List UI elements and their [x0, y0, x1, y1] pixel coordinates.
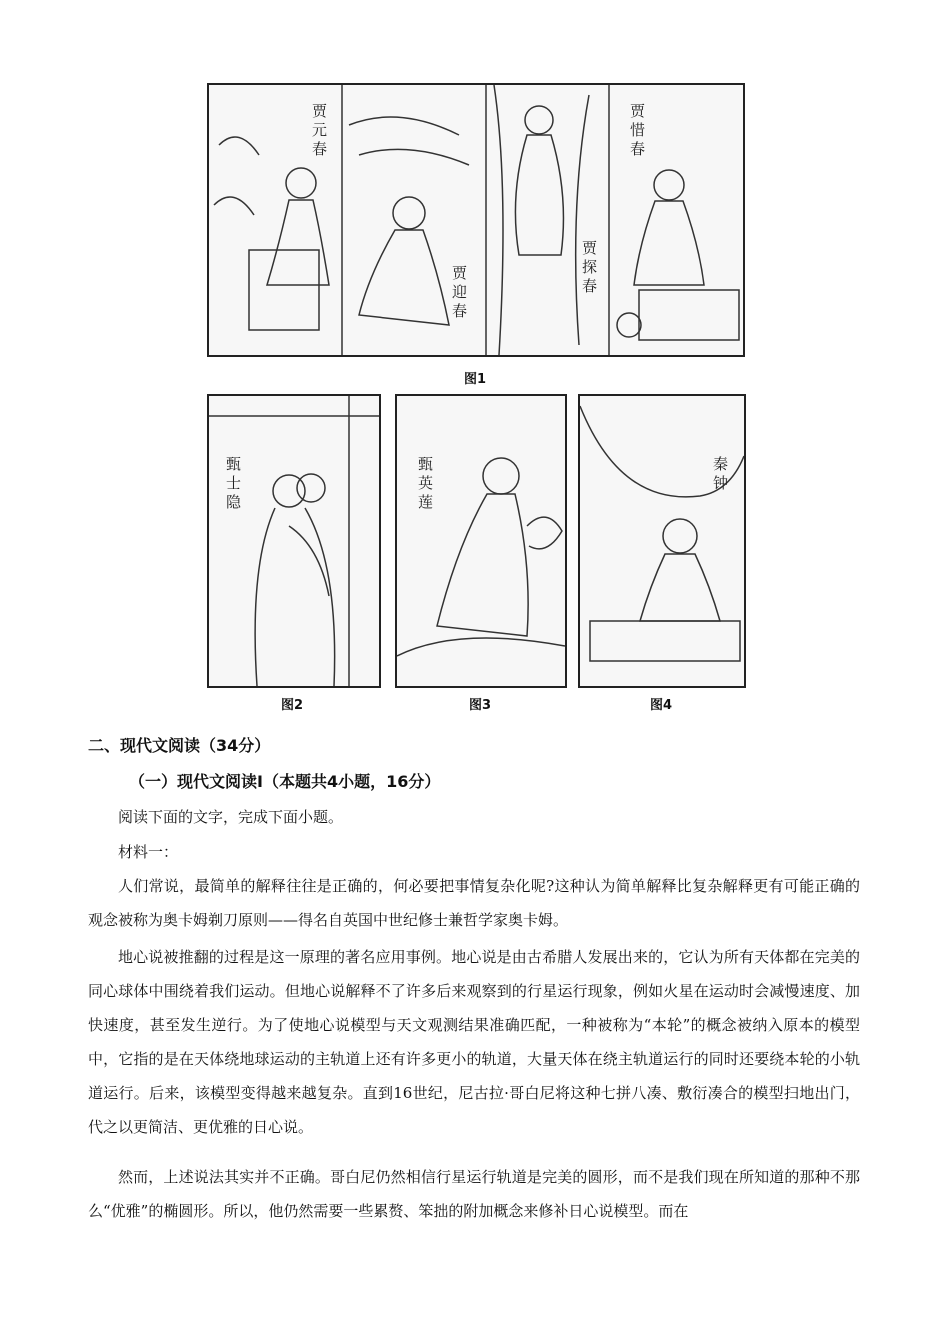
material-label: 材料一： [118, 843, 179, 861]
figure3-caption: 图3 [469, 698, 492, 713]
figure2-illustration [207, 394, 381, 688]
label-yuanchun: 贾元春 [310, 103, 328, 160]
figure3-illustration [395, 394, 567, 688]
label-yingchun: 贾迎春 [450, 265, 468, 322]
label-tanchun: 贾探春 [580, 240, 598, 297]
paragraph-1: 人们常说，最简单的解释往往是正确的，何必要把事情复杂化呢?这种认为简单解释比复杂解释更有可能正确的观念被称为奥卡姆剃刀原则——得名自英国中世纪修士兼哲学家奥卡姆。 [88, 877, 860, 929]
figure1-drawing [209, 85, 743, 355]
paragraph-3: 然而，上述说法其实并不正确。哥白尼仍然相信行星运行轨道是完美的圆形，而不是我们现在所知道的那种不那么“优雅”的椭圆形。所以，他仍然需要一些累赘、笨拙的附加概念来修补日心说模型。而在 [88, 1168, 860, 1220]
paragraph-2: 地心说被推翻的过程是这一原理的著名应用事例。地心说是由古希腊人发展出来的，它认为所有天体都在完美的同心球体中围绕着我们运动。但地心说解释不了许多后来观察到的行星运行现象，例如火星在运动时会减慢速度、加快速度，甚至发生逆行。为了使地心说模型与天文观测结果准确匹配，一种被称为“本轮”的概念被纳入原本的模型中，它指的是在天体绕地球运动的主轨道上还有许多更小的轨道，大量天体在绕主轨道运行的同时还要绕本轮的小轨道运行。后来，该模型变得越来越复杂。直到16世纪，尼古拉·哥白尼将这种七拼八凑、敷衍凑合的模型扫地出门，代之以更简洁、更优雅的日心说。 [88, 948, 860, 1136]
figure1-illustration [207, 83, 745, 357]
figure2-caption: 图2 [281, 698, 304, 713]
figure4-caption: 图4 [650, 698, 673, 713]
figure2-drawing [209, 396, 379, 686]
label-qinzhong: 秦钟 [711, 456, 729, 494]
label-zhenshiyin: 甄士隐 [224, 456, 242, 513]
figure4-illustration [578, 394, 746, 688]
figure1-caption: 图1 [464, 372, 487, 387]
figure4-drawing [580, 396, 744, 686]
section-title: 二、现代文阅读（34分） [88, 736, 271, 755]
label-zhenyinglian: 甄英莲 [416, 456, 434, 513]
figure3-drawing [397, 396, 565, 686]
section-subtitle: （一）现代文阅读Ⅰ（本题共4小题，16分） [129, 772, 441, 791]
instruction-text: 阅读下面的文字，完成下面小题。 [118, 808, 344, 826]
label-xichun: 贾惜春 [628, 103, 646, 160]
